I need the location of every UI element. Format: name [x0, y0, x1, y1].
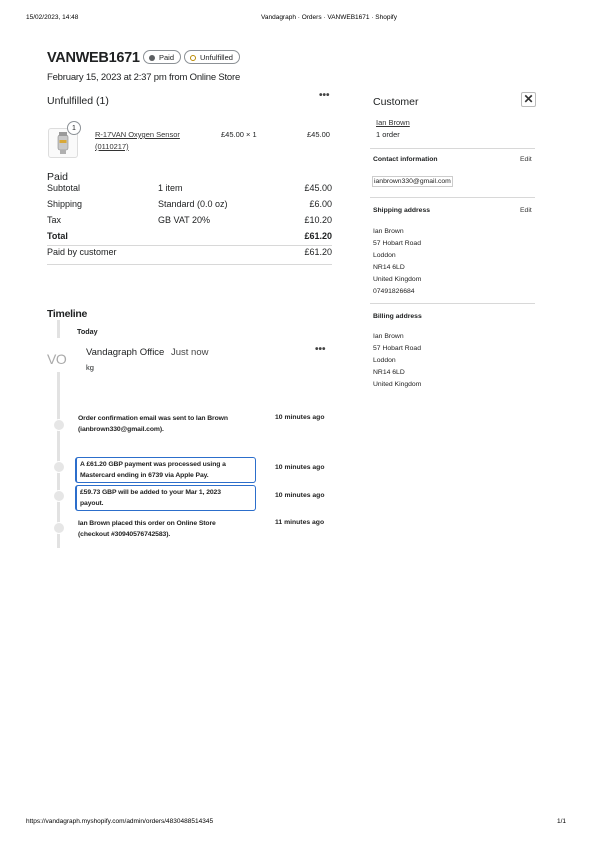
shipping-phone: 07491826684 [373, 288, 415, 295]
shipping-label: Shipping [47, 199, 83, 209]
total-row [47, 231, 332, 245]
total-label: Total [47, 231, 68, 241]
tax-row [47, 215, 332, 229]
event-text-line: Mastercard ending in 6739 via Apple Pay. [80, 472, 209, 479]
event-time: 10 minutes ago [275, 414, 325, 421]
shipping-line: 57 Hobart Road [373, 240, 421, 247]
billing-line: 57 Hobart Road [373, 345, 421, 352]
product-sku: (0110217) [95, 142, 129, 151]
print-footer-page: 1/1 [557, 818, 567, 825]
unfulfilled-status-badge [184, 50, 240, 64]
subtotal-items: 1 item [158, 183, 183, 193]
shipping-value: £6.00 [309, 199, 332, 209]
tax-value: £10.20 [304, 215, 332, 225]
timeline-event-marker [53, 461, 65, 473]
unfulfilled-more-actions-icon[interactable]: ••• [319, 90, 330, 101]
billing-line: Ian Brown [373, 333, 404, 340]
event-text-line: A £61.20 GBP payment was processed using a [80, 461, 226, 468]
timeline-today-label: Today [77, 327, 98, 336]
paid-by-customer-label: Paid by customer [47, 247, 117, 257]
event-time: 10 minutes ago [275, 464, 325, 471]
remove-customer-close-icon[interactable]: ✕ [521, 92, 536, 107]
event-text-line: Order confirmation email was sent to Ian Brown [78, 415, 228, 422]
shipping-divider [370, 303, 535, 304]
item-quantity-badge: 1 [67, 121, 81, 135]
customer-divider [370, 148, 535, 149]
event-text-line: £59.73 GBP will be added to your Mar 1, 2023 [80, 489, 221, 496]
shipping-address-title: Shipping address [373, 207, 431, 214]
shipping-method: Standard (0.0 oz) [158, 199, 228, 209]
timeline-event-placed [78, 518, 216, 540]
comment-avatar: VO [47, 351, 67, 367]
subtotal-label: Subtotal [47, 183, 81, 193]
print-datetime: 15/02/2023, 14:48 [26, 14, 79, 21]
shipping-line: United Kingdom [373, 276, 422, 283]
shipping-line: Loddon [373, 252, 396, 259]
paid-by-customer-value: £61.20 [304, 247, 332, 257]
print-footer-url: https://vandagraph.myshopify.com/admin/orders/4830488514345 [26, 818, 214, 825]
event-time: 11 minutes ago [275, 519, 325, 526]
event-text-line: payout. [80, 500, 104, 507]
customer-title: Customer [373, 96, 419, 108]
timeline-title: Timeline [47, 308, 88, 320]
paid-badge-label: Paid [159, 53, 175, 62]
timeline-event-marker [53, 490, 65, 502]
shipping-row [47, 199, 332, 213]
comment-time: Just now [170, 347, 209, 358]
tax-rate: GB VAT 20% [158, 215, 211, 225]
customer-orders-count: 1 order [376, 130, 400, 139]
comment-more-actions-icon[interactable]: ••• [315, 344, 326, 355]
unfulfilled-dot-icon [190, 55, 196, 61]
paid-by-customer-row [47, 247, 332, 261]
billing-line: Loddon [373, 357, 396, 364]
order-subtitle: February 15, 2023 at 2:37 pm from Online Store [47, 72, 241, 83]
comment-header [86, 347, 208, 358]
paid-dot-icon [149, 55, 155, 61]
contact-info-title: Contact information [373, 156, 438, 163]
product-line-total: £45.00 [307, 130, 330, 139]
order-number: VANWEB1671 [47, 50, 140, 66]
timeline-event-marker [53, 522, 65, 534]
comment-author: Vandagraph Office [86, 347, 165, 358]
shipping-address-block [373, 226, 421, 298]
comment-text: kg [86, 363, 94, 372]
event-text-line: (ianbrown330@gmail.com). [78, 426, 164, 433]
tax-label: Tax [47, 215, 62, 225]
product-name-link[interactable]: R-17VAN Oxygen Sensor [95, 130, 180, 139]
paid-status-badge [143, 50, 181, 64]
timeline-event-payout[interactable] [75, 485, 256, 511]
billing-address-title: Billing address [373, 313, 422, 320]
unfulfilled-title: Unfulfilled (1) [47, 95, 109, 107]
contact-divider [370, 197, 535, 198]
shipping-line: NR14 6LD [373, 264, 405, 271]
timeline-track-top [57, 320, 60, 338]
event-time: 10 minutes ago [275, 492, 325, 499]
paid-divider [47, 245, 332, 246]
contact-edit-button[interactable]: Edit [520, 156, 532, 163]
paid-title: Paid [47, 171, 69, 183]
shipping-line: Ian Brown [373, 228, 404, 235]
product-price-qty: £45.00 × 1 [221, 130, 257, 139]
customer-name-link[interactable]: Ian Brown [376, 118, 410, 127]
billing-line: United Kingdom [373, 381, 422, 388]
billing-line: NR14 6LD [373, 369, 405, 376]
subtotal-row [47, 183, 332, 197]
customer-email[interactable]: ianbrown330@gmail.com [374, 178, 451, 185]
total-value: £61.20 [304, 231, 332, 241]
event-text-line: Ian Brown placed this order on Online Store [78, 520, 216, 527]
event-text-line: (checkout #30940576742583). [78, 531, 171, 538]
print-page-title: Vandagraph · Orders · VANWEB1671 · Shopify [261, 14, 397, 21]
subtotal-value: £45.00 [304, 183, 332, 193]
paid-bottom-divider [47, 264, 332, 265]
billing-address-block [373, 331, 421, 391]
unfulfilled-badge-label: Unfulfilled [200, 53, 233, 62]
timeline-event-email [78, 413, 228, 435]
timeline-event-payment[interactable] [75, 457, 256, 483]
timeline-event-marker [53, 419, 65, 431]
shipping-edit-button[interactable]: Edit [520, 207, 532, 214]
